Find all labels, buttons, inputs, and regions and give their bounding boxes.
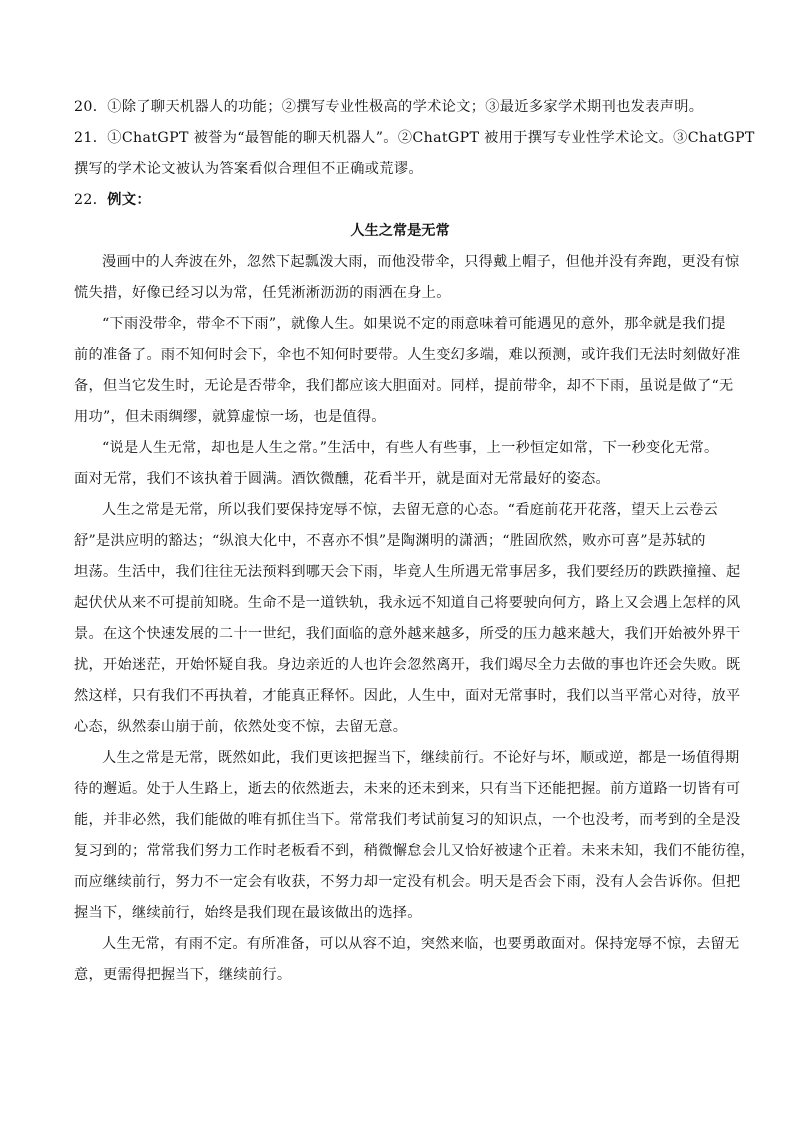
- example-essay-label: 例文：: [107, 192, 151, 208]
- answer-number: 22．: [74, 192, 108, 208]
- essay-line: 前的准备了。雨不知何时会下，伞也不知何时要带。人生变幻多端，难以预测，或许我们无法时刻做好准: [74, 347, 741, 363]
- essay-line: 能，并非必然，我们能做的唯有抓住当下。常常我们考试前复习的知识点，一个也没考，而考到的全是没: [74, 812, 741, 828]
- answer-text: ①除了聊天机器人的功能；②撰写专业性极高的学术论文；③最近多家学术期刊也发表声明。: [107, 99, 704, 115]
- essay-paragraph: [74, 247, 740, 309]
- essay-title: 人生之常是无常: [350, 223, 450, 239]
- essay-paragraph: [74, 495, 741, 743]
- document-page: [74, 92, 755, 991]
- essay-line: 扰，开始迷茫，开始怀疑自我。身边亲近的人也许会忽然离开，我们竭尽全力去做的事也许还会失败。既: [74, 657, 741, 673]
- essay-paragraph: [74, 433, 726, 495]
- answer-text: 撰写的学术论文被认为答案看似合理但不正确或荒谬。: [74, 161, 423, 177]
- essay-body: [74, 247, 755, 991]
- essay-line: 人生之常是无常，所以我们要保持宠辱不惊，去留无意的心态。“看庭前花开花落，望天上云卷云: [102, 502, 719, 518]
- essay-line: 意，更需得把握当下，继续前行。: [74, 967, 292, 983]
- essay-line: 人生无常，有雨不定。有所准备，可以从容不迫，突然来临，也要勇敢面对。保持宠辱不惊，去留无: [102, 936, 740, 952]
- essay-line: “下雨没带伞，带伞不下雨”，就像人生。如果说不定的雨意味着可能遇见的意外，那伞就是我们提: [102, 316, 726, 332]
- essay-line: 慌失措，好像已经习以为常，任凭淅淅沥沥的雨洒在身上。: [74, 285, 451, 301]
- answer-number: 20．: [74, 99, 108, 115]
- essay-line: 人生之常是无常，既然如此，我们更该把握当下，继续前行。不论好与坏，顺或逆，都是一场值得期: [102, 750, 740, 766]
- answer-21-continued: [74, 154, 726, 185]
- essay-line: 握当下，继续前行，始终是我们现在最该做出的选择。: [74, 905, 422, 921]
- essay-line: 面对无常，我们不该执着于圆满。酒饮微醺，花看半开，就是面对无常最好的姿态。: [74, 471, 611, 487]
- essay-line: 起伏伏从来不可提前知晓。生命不是一道铁轨，我永远不知道自己将要驶向何方，路上又会遇上怎样的风: [74, 595, 741, 611]
- essay-line: 待的邂逅。处于人生路上，逝去的依然逝去，未来的还未到来，只有当下还能把握。前方道路一切皆有可: [74, 781, 741, 797]
- essay-paragraph: [74, 309, 741, 433]
- essay-paragraph: [74, 929, 740, 991]
- answer-21: [74, 123, 755, 154]
- answer-22: [74, 185, 726, 216]
- essay-line: 用功”，但未雨绸缪，就算虚惊一场，也是值得。: [74, 409, 386, 425]
- essay-line: 漫画中的人奔波在外，忽然下起瓢泼大雨，而他没带伞，只得戴上帽子，但他并没有奔跑，更没有惊: [102, 254, 740, 270]
- essay-line: 心态，纵然泰山崩于前，依然处变不惊，去留无意。: [74, 719, 408, 735]
- essay-line: 舒”是洪应明的豁达；“纵浪大化中，不喜亦不惧”是陶渊明的潇洒；“胜固欣然，败亦可喜”是苏轼的: [74, 533, 706, 549]
- essay-line: 然这样，只有我们不再执着，才能真正释怀。因此，人生中，面对无常事时，我们以当平常心对待，放平: [74, 688, 741, 704]
- essay-line: “说是人生无常，却也是人生之常。”生活中，有些人有些事，上一秒恒定如常，下一秒变化无常。: [102, 440, 719, 456]
- answer-text: ①ChatGPT 被誉为“最智能的聊天机器人”。②ChatGPT 被用于撰写专业性学术论文。③ChatGPT: [107, 130, 755, 146]
- essay-line: 备，但当它发生时，无论是否带伞，我们都应该大胆面对。同样，提前带伞，却不下雨，虽说是做了“无: [74, 378, 734, 394]
- essay-line: 景。在这个快速发展的二十一世纪，我们面临的意外越来越多，所受的压力越来越大，我们开始被外界干: [74, 626, 741, 642]
- answer-20: [74, 92, 726, 123]
- answer-number: 21．: [74, 130, 108, 146]
- essay-line: 而应继续前行，努力不一定会有收获，不努力却一定没有机会。明天是否会下雨，没有人会告诉你。但把: [74, 874, 741, 890]
- essay-line: 复习到的；常常我们努力工作时老板看不到，稍微懈怠会儿又恰好被逮个正着。未来未知，我们不能彷徨，: [74, 843, 755, 859]
- essay-line: 坦荡。生活中，我们往往无法预料到哪天会下雨，毕竟人生所遇无常事居多，我们要经历的跌跌撞撞、起: [74, 564, 741, 580]
- essay-paragraph: [74, 743, 755, 929]
